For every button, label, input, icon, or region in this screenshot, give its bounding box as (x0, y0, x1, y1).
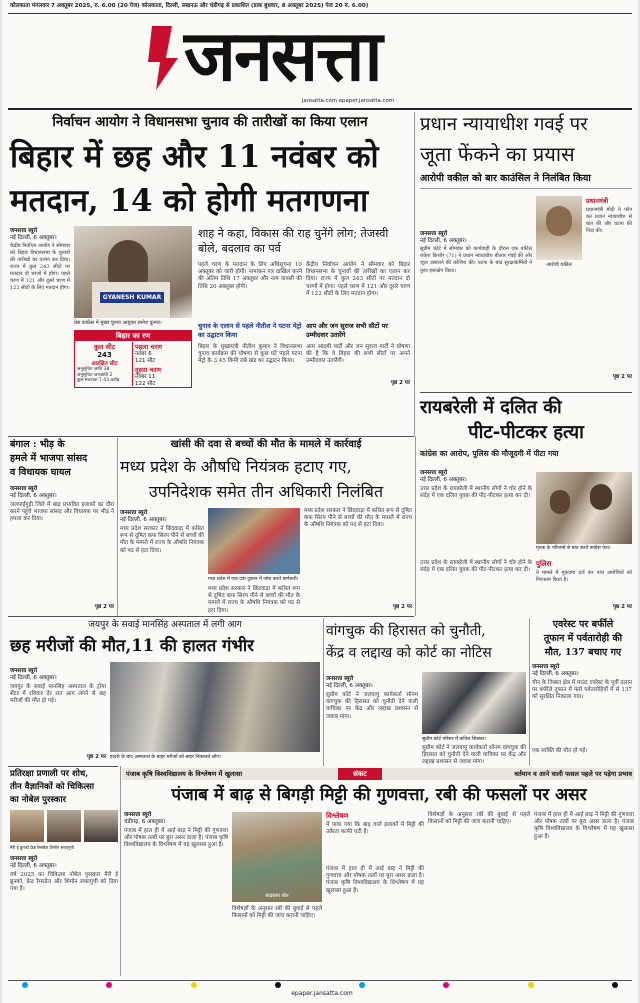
cji-place: नई दिल्ली, 6 अक्तूबर। (420, 238, 467, 244)
phase2-label: दूसरा चरण (135, 366, 161, 374)
newspaper-page (2, 0, 638, 1003)
everest-headline-2: तूफान में पर्वतारोही की (543, 633, 623, 644)
raebareli-headline-2: पीट-पीटकर हत्या (468, 422, 584, 443)
voters-count: कुल मतदाता 7.43 करोड़ (77, 378, 120, 383)
punjab-photo-label: बाढ़ग्रस्त खेत (265, 893, 289, 899)
metro-headline: चुनाव के एलान से पहले नीतीश ने पटना मेट्रो का उद्घाटन किया (198, 322, 302, 339)
ladakh-headline-2: केंद्र व लद्दाख को कोर्ट का नोटिस (326, 645, 492, 661)
lead-photo-caption: प्रेस कांफ्रेंस में मुख्य चुनाव आयुक्त ज्ञानेश कुमार। (74, 320, 162, 326)
mp-body-2: मध्य प्रदेश सरकार ने छिंदवाड़ा में कथित रूप से दूषित कफ सिरप पीने से बच्चों की मौत के मामले में राज्य के औषधि नियंत्रक को पद से हटा दिया। (208, 586, 300, 614)
punjab-strip-chip: संकट (338, 768, 382, 780)
raebareli-subhead: कांग्रेस का आरोप, पुलिस की मौजूदगी में पीटा गया (420, 449, 559, 458)
bengal-place: नई दिल्ली, 6 अक्तूबर। (10, 493, 57, 499)
punjab-red-label: विश्लेषण (326, 812, 349, 820)
raebareli-place: नई दिल्ली, 6 अक्तूबर। (420, 477, 467, 483)
jaipur-place: नई दिल्ली, 6 अक्तूबर। (10, 675, 57, 681)
lead-kicker: निर्वाचन आयोग ने विधानसभा चुनाव की तारीखों का किया एलान (52, 114, 368, 130)
nobel-names: मैरी ई ब्रुनको फ्रेड रैम्सडेल शिमोन सकागुची (10, 845, 74, 850)
punjab-body-2: विशेषज्ञों के अनुसार रबी की बुवाई से पहले किसानों को मिट्टी की जांच करानी चाहिए। (232, 906, 322, 920)
lead-byline: जनसत्ता ब्यूरो (10, 228, 38, 234)
nobel-photos (10, 810, 118, 842)
table-head: बिहार का रण (75, 331, 191, 341)
cji-byline: जनसत्ता ब्यूरो (420, 231, 448, 237)
everest-body: चीन के तिब्बत क्षेत्र में माउंट एवरेस्ट के पूर्वी ढलान पर बर्फीले तूफान में फंसे पर्वतारोहियों में से 137 को सुरक्षित निकाला गया। (532, 680, 632, 701)
reserved-label: आरक्षित सीट (91, 361, 118, 367)
everest-place: नई दिल्ली, 6 अक्तूबर। (532, 671, 579, 677)
raebareli-byline: जनसत्ता ब्यूरो (420, 470, 448, 476)
st-count: अनुसूचित जनजाति 2 (77, 372, 113, 378)
punjab-body-4: विशेषज्ञों के अनुसार रबी की बुवाई से पहले किसानों को मिट्टी की जांच करानी चाहिए। (428, 812, 530, 826)
mp-kicker: खांसी की दवा से बच्चों की मौत के मामले में कार्रवाई (170, 439, 362, 450)
punjab-strip-left: पंजाब कृषि विश्वविद्यालय के विश्लेषण में खुलासा (126, 770, 243, 778)
raebareli-body-2: उत्तर प्रदेश के रायबरेली में स्थानीय लोगों ने चोर होने के संदेह में एक दलित युवक की पीट-पीटकर हत्या कर दी। (420, 560, 532, 574)
mp-caption: मध्य प्रदेश में एक दवा दुकान में जांच करते कर्मचारी। (208, 577, 299, 582)
ladakh-caption: सुप्रीम कोर्ट परिसर में कपिल सिब्बल। (422, 737, 486, 742)
seats-value: 243 (97, 351, 112, 359)
mp-body: मध्य प्रदेश सरकार ने छिंदवाड़ा में कथित रूप से दूषित कफ सिरप पीने से बच्चों की मौत के मामले में राज्य के औषधि नियंत्रक को पद से हटा दिया। (120, 526, 204, 554)
edition-line: कोलकाता मंगलवार 7 अक्तूबर 2025, रु. 6.00 (20 पेज) कोलकाता, दिल्ली, लखनऊ और चंडीगढ़ से प्रकाशित (डाक बुधवार, 8 अक्तूबर 2025) पेज 20 रु. 6.00) (10, 3, 369, 9)
punjab-body: पंजाब में हाल ही में आई बाढ़ ने मिट्टी की गुणवत्ता और पोषक तत्वों पर बुरा असर डाला है। पंजाब कृषि विश्वविद्यालय के विश्लेषण में यह खुलासा हुआ है। (124, 828, 228, 849)
cji-side-text: प्रधानमंत्री मोदी ने फोन कर प्रधान न्यायाधीश से बात की और घटना की निंदा की। (586, 207, 632, 234)
nobel-place: नई दिल्ली, 6 अक्तूबर। (10, 863, 57, 869)
raebareli-body: उत्तर प्रदेश के रायबरेली में स्थानीय लोगों ने चोर होने के संदेह में एक दलित युवक की पीट-पीटकर हत्या कर दी। (420, 486, 532, 500)
bengal-continued: पृष्ठ 2 पर (94, 604, 114, 610)
jaipur-kicker: जयपुर के सवाई मानसिंह अस्पताल में लगी आग (88, 620, 242, 630)
seats-label: कुल सीट (93, 343, 115, 351)
punjab-body-3: पंजाब में हाल ही में आई बाढ़ ने मिट्टी की गुणवत्ता और पोषक तत्वों पर बुरा असर डाला है। पंजाब कृषि विश्वविद्यालय के विश्लेषण में यह खुलासा हुआ है। (326, 866, 424, 894)
punjab-byline: जनसत्ता ब्यूरो (124, 812, 152, 818)
jaipur-headline: छह मरीजों की मौत,11 की हालत गंभीर (10, 636, 254, 655)
bengal-headline-2: हमले में भाजपा सांसद (10, 453, 88, 464)
jaipur-continued: पृष्ठ 2 पर (86, 754, 106, 760)
lead-place: नई दिल्ली, 6 अक्तूबर। (10, 235, 57, 241)
cji-continued: पृष्ठ 2 पर (612, 374, 632, 380)
lead-body-col3: केंद्रीय निर्वाचन आयोग ने सोमवार को बिहार विधानसभा के चुनावों की तारीखों का एलान कर दिया। राज्य में कुल 243 सीटों पर मतदान दो चरणों में होगा। पहले चरण में 121 और दूसरे चरण में 122 सीटों के लिए मतदान होगा। (306, 262, 410, 297)
everest-footer: एक व्यक्ति की मौत हो गई। (532, 748, 588, 754)
lead-photo (74, 226, 192, 318)
color-bar (22, 982, 618, 988)
cji-body: सुप्रीम कोर्ट में सोमवार को कार्यवाही के दौरान एक वकील राकेश किशोर (71) ने प्रधान न्यायाधीश बीआर गवई की ओर जूता उछालने की कोशिश की। घटना के बाद सुरक्षाकर्मियों ने तुरंत हस्तक्षेप किया। (420, 246, 532, 274)
mp-place: नई दिल्ली, 6 अक्तूबर। (120, 517, 167, 523)
phase2-seats: 122 सीट (135, 381, 156, 387)
metro-body: बिहार के मुख्यमंत्री नीतीश कुमार ने विधानसभा चुनाव कार्यक्रम की घोषणा से कुछ घंटे पहले पटना मेट्रो के 3.45 किमी लंबे खंड का उद्घाटन किया। (198, 344, 302, 365)
lead-body: केंद्रीय निर्वाचन आयोग ने सोमवार को बिहार विधानसभा के चुनावों की तारीखों का एलान कर दिया। राज्य में कुल 243 सीटों पर मतदान दो चरणों में होगा। पहले चरण में 121 और दूसरे चरण में 122 सीटों के लिए मतदान होगा। (10, 243, 70, 291)
phase1-seats: 121 सीट (135, 358, 156, 364)
phase1-label: पहला चरण (135, 343, 162, 351)
jan-headline: आप और जन सुराज सभी सीटों पर उम्मीदवार उतारेंगे (306, 322, 388, 339)
mp-continued: पृष्ठ 2 पर (392, 604, 412, 610)
sc-count: अनुसूचित जाति 38 (77, 367, 110, 372)
everest-headline-3: मौत, 137 बचाए गए (544, 647, 622, 658)
ladakh-place: नई दिल्ली, 6 अक्तूबर। (326, 683, 373, 689)
bengal-headline-3: व विधायक घायल (10, 467, 71, 478)
jaipur-body: जयपुर के सवाई मानसिंह अस्पताल के ट्रॉमा सेंटर में रविवार देर रात आग लगने से छह मरीजों की मौत हो गई। (10, 684, 106, 705)
cji-headline-1: प्रधान न्यायाधीश गवई पर (420, 114, 588, 135)
cji-photo (536, 196, 582, 260)
raebareli-chip-text: ने मामले में मुकदमा दर्ज कर पांच आरोपियों को गिरफ्तार किया है। (536, 570, 632, 583)
everest-byline: जनसत्ता ब्यूरो (532, 664, 560, 670)
punjab-red-text: में पाया गया कि बाढ़ वाले इलाकों में मिट्टी की उर्वरता काफी घटी है। (326, 822, 424, 836)
raebareli-photo (536, 472, 632, 544)
ladakh-headline-1: वांगचुक की हिरासत को चुनौती, (326, 623, 486, 639)
raebareli-chip: पुलिस (536, 560, 552, 568)
mp-headline-1: मध्य प्रदेश के औषधि नियंत्रक हटाए गए, (120, 457, 352, 476)
cji-subhead: आरोपी वकील को बार काउंसिल ने निलंबित किया (420, 173, 591, 184)
punjab-photo (232, 812, 322, 902)
nobel-headline-2: तीन वैज्ञानिकों को चिकित्सा (10, 782, 95, 792)
mp-photo (208, 508, 300, 574)
jaipur-byline: जनसत्ता ब्यूरो (10, 668, 38, 674)
nobel-headline-3: का नोबेल पुरस्कार (10, 795, 67, 805)
continued-label: पृष्ठ 2 पर (390, 380, 410, 386)
mp-body-3: मध्य प्रदेश सरकार ने छिंदवाड़ा में कथित रूप से दूषित कफ सिरप पीने से बच्चों की मौत के मामले में राज्य के औषधि नियंत्रक को पद से हटा दिया। (304, 508, 412, 529)
name-plate: GYANESH KUMAR (100, 292, 164, 303)
election-table (74, 330, 192, 388)
punjab-body-5: पंजाब में हाल ही में आई बाढ़ ने मिट्टी की गुणवत्ता और पोषक तत्वों पर बुरा असर डाला है। पंजाब कृषि विश्वविद्यालय के विश्लेषण में यह खुलासा हुआ है। (534, 812, 634, 840)
cji-side-chip: प्रधानमंत्री (586, 197, 609, 205)
phase1-date: नवंबर 6 (135, 351, 152, 357)
jaipur-caption: हादसे के बाद अस्पताल के बाहर मरीजों को बाहर निकालते लोग। (110, 755, 221, 760)
lead-headline-2: मतदान, 14 को होगी मतगणना (10, 183, 369, 219)
everest-headline-1: एवरेस्ट पर बर्फीले (552, 619, 614, 630)
nobel-body: वर्ष 2025 का चिकित्सा नोबेल पुरस्कार मैरी ई ब्रुनको, फ्रेड रैम्सडेल और शिमोन सकागुची को दिया गया है। (10, 872, 118, 893)
punjab-place: चंडीगढ़, 6 अक्तूबर। (124, 819, 166, 825)
phase2-date: नवंबर 11 (135, 374, 156, 380)
cji-photo-label: आरोपी वकील (546, 262, 572, 268)
lead-body-col2: पहले चरण के मतदान के लिए अधिसूचना 10 अक्तूबर को जारी होगी। नामांकन पत्र दाखिल करने की अंतिम तिथि 17 अक्तूबर और नाम वापसी की तिथि 20 अक्तूबर होगी। (198, 262, 302, 290)
ladakh-body: सुप्रीम कोर्ट ने जलवायु कार्यकर्ता सोनम वांगचुक की हिरासत को चुनौती देने वाली याचिका पर केंद्र और लद्दाख प्रशासन से जवाब मांगा। (326, 692, 418, 720)
ladakh-byline: जनसत्ता ब्यूरो (326, 676, 354, 682)
web-address: jansatta.com epaper.jansatta.com (301, 98, 395, 104)
mp-headline-2: उपनिदेशक समेत तीन अधिकारी निलंबित (148, 482, 384, 501)
nobel-byline: जनसत्ता ब्यूरो (10, 856, 38, 862)
nobel-headline-1: प्रतिरक्षा प्रणाली पर शोध, (10, 769, 89, 779)
cji-headline-2: जूता फेंकने का प्रयास (420, 142, 575, 166)
bengal-headline-1: बंगाल : भीड़ के (10, 439, 65, 450)
mp-byline: जनसत्ता ब्यूरो (120, 510, 148, 516)
lead-subhead: शाह ने कहा, विकास की राह चुनेंगे लोग; तेजस्वी बोले, बदलाव का पर्व (198, 227, 389, 255)
logo-mark-icon (142, 22, 186, 92)
jan-body: आम आदमी पार्टी और जन सुराज पार्टी ने घोषणा की है कि वे बिहार की सभी सीटों पर अपने उम्मीदवार उतारेंगी। (306, 344, 410, 365)
raebareli-caption: मृतक के परिजनों से बात करते कांग्रेस नेता। (536, 546, 611, 551)
ladakh-photo (422, 672, 526, 734)
raebareli-headline-1: रायबरेली में दलित की (420, 397, 562, 418)
ladakh-body-2: सुप्रीम कोर्ट ने जलवायु कार्यकर्ता सोनम वांगचुक की हिरासत को चुनौती देने वाली याचिका पर केंद्र और लद्दाख प्रशासन से जवाब मांगा। (422, 745, 526, 766)
masthead-logo: जनसत्ता (184, 15, 381, 97)
punjab-strip-right: वर्तमान व आने वाली फसल पहले पर पड़ेगा प्रभाव (514, 770, 632, 778)
footer-url[interactable]: epaper.jansatta.com (291, 990, 353, 997)
raebareli-continued: पृष्ठ 2 पर (612, 604, 632, 610)
bengal-body: जलपाईगुड़ी जिले में बाढ़ प्रभावित इलाकों का दौरा करने पहुंचे भाजपा सांसद और विधायक पर भीड़ ने हमला कर दिया। (10, 502, 114, 523)
bengal-byline: जनसत्ता ब्यूरो (10, 486, 38, 492)
lead-headline-1: बिहार में छह और 11 नवंबर को (10, 139, 379, 175)
punjab-headline: पंजाब में बाढ़ से बिगड़ी मिट्टी की गुणवत्ता, रबी की फसलों पर असर (171, 785, 587, 805)
jaipur-photo (110, 662, 320, 752)
